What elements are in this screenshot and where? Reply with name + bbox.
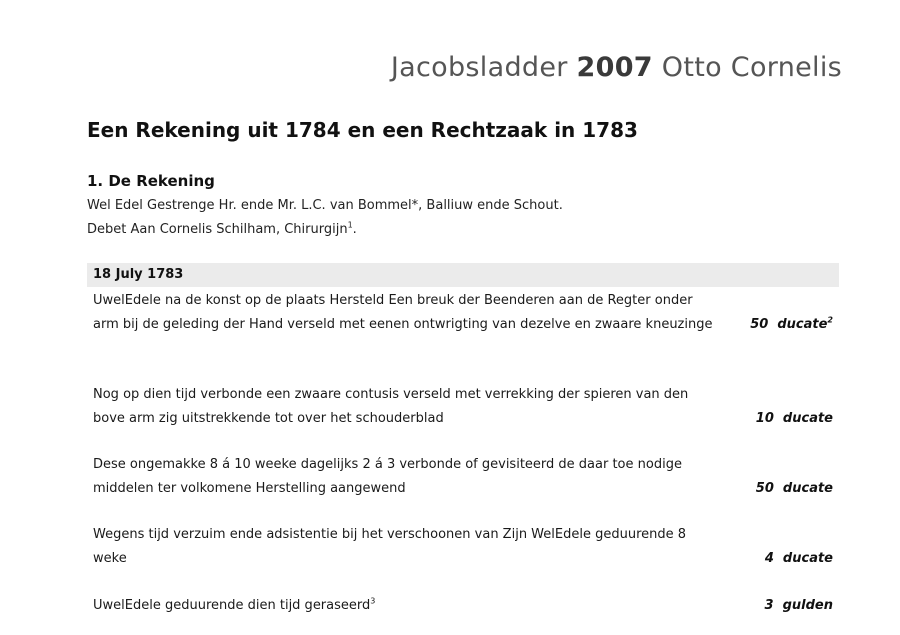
entry-amount: 50 ducate <box>755 481 833 496</box>
bill-entry <box>93 523 833 571</box>
entry-text: Wegens tijd verzuim ende adsistentie bij het verschoonen van Zijn WelEdele geduurende 8 weke <box>93 527 687 566</box>
bill-entry <box>93 453 833 501</box>
debet-period: . <box>352 222 357 237</box>
header-year: 2007 <box>576 52 653 83</box>
bill-entry <box>93 383 833 431</box>
bill-entry <box>93 289 833 337</box>
footnote-ref: 1 <box>347 220 353 230</box>
amount-value: 50 ducate <box>750 317 828 332</box>
entry-text: Dese ongemakke 8 á 10 weeke dagelijks 2 á 3 verbonde of gevisiteerd de daar toe nodige middelen ter volkomene Herstelling aangewend <box>93 457 682 496</box>
bill-entry <box>93 594 833 618</box>
footnote-ref: 3 <box>370 596 376 606</box>
debet-text: Debet Aan Cornelis Schilham, Chirurgijn <box>87 222 348 237</box>
entry-amount <box>750 313 833 337</box>
section-title: 1. De Rekening <box>87 172 215 190</box>
entry-amount: 3 gulden <box>764 598 833 613</box>
entry-text <box>93 594 713 618</box>
debet-line <box>87 222 357 237</box>
page-header <box>391 52 842 83</box>
header-title: Jacobsladder <box>390 52 568 83</box>
date-bar: 18 July 1783 <box>87 263 839 287</box>
entry-amount: 4 ducate <box>764 551 833 566</box>
footnote-ref: 2 <box>827 315 833 325</box>
entry-amount: 10 ducate <box>755 411 833 426</box>
entry-text: UwelEdele na de konst op de plaats Hersteld Een breuk der Beenderen aan de Regter onder arm bij de geleding der Hand verseld met eenen ontwrigting van dezelve en zwaare kneuzinge <box>93 293 713 332</box>
entry-text: Nog op dien tijd verbonde een zwaare contusis verseld met verrekking der spieren van den bove arm zig uitstrekkende tot over het schouderblad <box>93 387 689 426</box>
entry-text-body: UwelEdele geduurende dien tijd geraseerd <box>93 598 371 613</box>
addressee-line: Wel Edel Gestrenge Hr. ende Mr. L.C. van Bommel*, Balliuw ende Schout. <box>87 198 563 213</box>
header-author: Otto Cornelis <box>661 52 842 83</box>
document-title: Een Rekening uit 1784 en een Rechtzaak in 1783 <box>87 118 638 142</box>
